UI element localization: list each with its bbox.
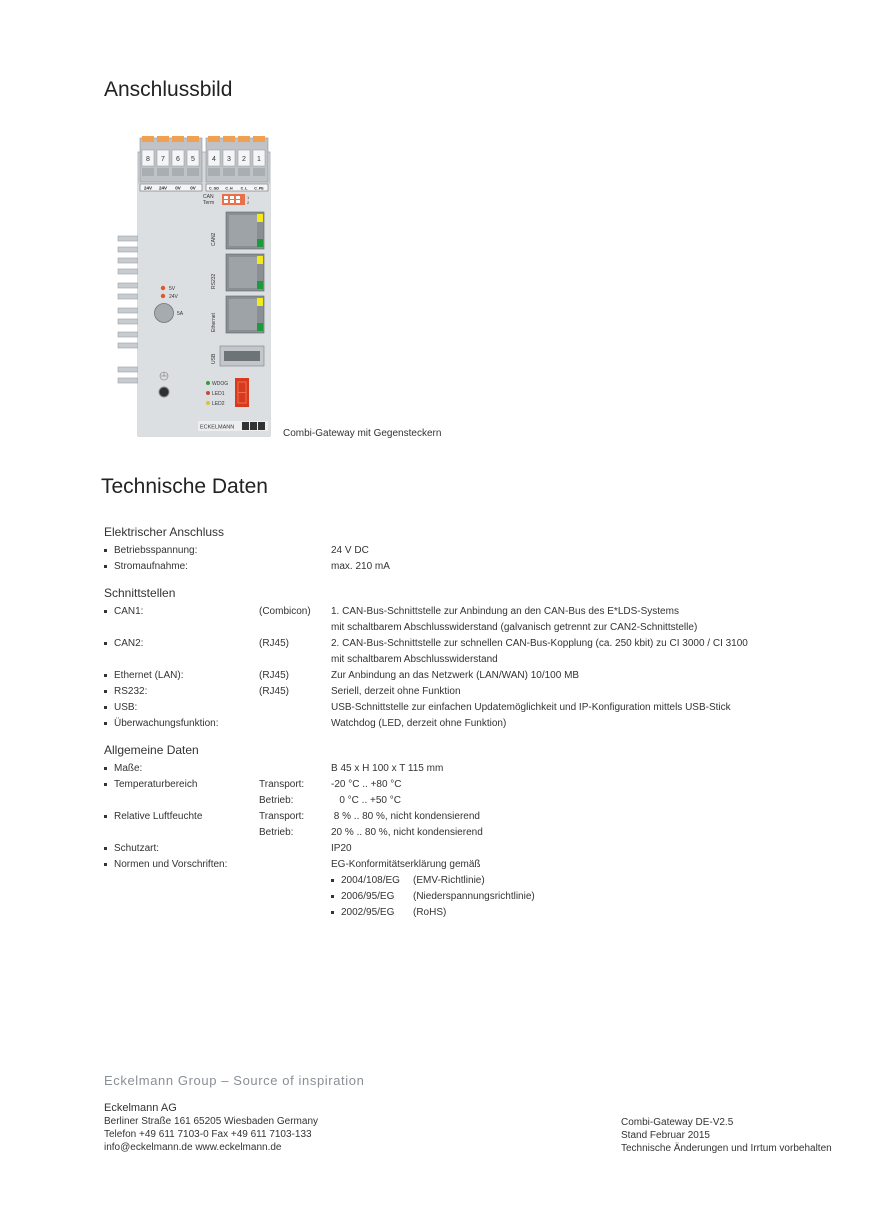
led-wdog-icon bbox=[206, 381, 210, 385]
spec-value: 20 % .. 80 %, nicht kondensierend bbox=[331, 827, 483, 838]
reset-button-icon bbox=[159, 387, 169, 397]
spec-label: Schutzart: bbox=[104, 841, 259, 857]
spec-qualifier bbox=[259, 652, 331, 668]
spec-row bbox=[104, 716, 824, 732]
dip-label: 1 bbox=[247, 195, 250, 200]
terminal-label: C_PE bbox=[254, 186, 264, 191]
spec-section bbox=[104, 586, 824, 732]
spec-value: 1. CAN-Bus-Schnittstelle zur Anbindung an den CAN-Bus des E*LDS-Systems bbox=[331, 606, 679, 617]
section-title: Elektrischer Anschluss bbox=[104, 525, 225, 539]
spec-label: Normen und Vorschriften: bbox=[104, 857, 259, 873]
terminal-label: 0V bbox=[175, 185, 181, 191]
spec-row bbox=[104, 809, 824, 825]
norm-item bbox=[331, 905, 824, 921]
status-led-label: WDOG bbox=[212, 381, 229, 387]
footer-company-block bbox=[104, 1102, 318, 1154]
spec-label: Stromaufnahme: bbox=[104, 559, 259, 575]
spec-label bbox=[104, 620, 259, 636]
spec-section bbox=[104, 525, 824, 575]
fuse-label: 5A bbox=[177, 311, 184, 317]
terminal-label: C_H bbox=[225, 186, 233, 191]
norm-description: (Niederspannungsrichtlinie) bbox=[413, 891, 535, 902]
spec-label: USB: bbox=[104, 700, 259, 716]
document-version: Combi-Gateway DE-V2.5 bbox=[621, 1117, 734, 1128]
spec-qualifier bbox=[259, 620, 331, 636]
spec-value: Zur Anbindung an das Netzwerk (LAN/WAN) 10/100 MB bbox=[331, 670, 580, 681]
spec-row bbox=[104, 761, 824, 777]
spec-value: EG-Konformitätserklärung gemäß bbox=[331, 859, 481, 870]
spec-qualifier: (RJ45) bbox=[259, 638, 290, 649]
spec-qualifier: Betrieb: bbox=[259, 795, 294, 806]
port-label: RS232 bbox=[211, 273, 217, 289]
terminal-number: 4 bbox=[212, 156, 216, 163]
norm-item bbox=[331, 873, 824, 889]
norm-description: (RoHS) bbox=[413, 907, 447, 918]
heading-technische-daten: Technische Daten bbox=[101, 475, 268, 498]
norm-row bbox=[104, 873, 824, 889]
spec-qualifier bbox=[259, 761, 331, 777]
spec-qualifier: (Combicon) bbox=[259, 606, 311, 617]
spec-qualifier bbox=[259, 559, 331, 575]
spec-row bbox=[104, 777, 824, 793]
port-label: Ethernet bbox=[211, 313, 217, 332]
led-label: 24V bbox=[169, 294, 178, 300]
spec-label: Ethernet (LAN): bbox=[104, 668, 259, 684]
spec-qualifier bbox=[259, 841, 331, 857]
company-phone: Telefon +49 611 7103-0 Fax +49 611 7103-133 bbox=[104, 1129, 312, 1140]
figure-caption: Combi-Gateway mit Gegensteckern bbox=[283, 428, 442, 439]
spec-value: 8 % .. 80 %, nicht kondensierend bbox=[331, 811, 480, 822]
led-led1-icon bbox=[206, 391, 210, 395]
document-date: Stand Februar 2015 bbox=[621, 1130, 710, 1141]
spec-row bbox=[104, 652, 824, 668]
spec-label: Überwachungsfunktion: bbox=[104, 716, 259, 732]
company-address: Berliner Straße 161 65205 Wiesbaden Germany bbox=[104, 1116, 319, 1127]
spec-value: mit schaltbarem Abschlusswiderstand (galvanisch getrennt zur CAN2-Schnittstelle) bbox=[331, 622, 698, 633]
spec-row bbox=[104, 559, 824, 575]
footer-tagline: Eckelmann Group – Source of inspiration bbox=[104, 1073, 365, 1088]
norm-item bbox=[331, 889, 824, 905]
terminal-number: 6 bbox=[176, 156, 180, 163]
spec-qualifier: Transport: bbox=[259, 811, 305, 822]
rj45-port-can2 bbox=[226, 212, 264, 249]
spec-value: mit schaltbarem Abschlusswiderstand bbox=[331, 654, 498, 665]
spec-qualifier: Transport: bbox=[259, 779, 305, 790]
status-led-label: LED1 bbox=[212, 391, 225, 397]
spec-value: 2. CAN-Bus-Schnittstelle zur schnellen CAN-Bus-Kopplung (ca. 250 kbit) zu CI 3000 / CI 3100 bbox=[331, 638, 748, 649]
spec-value: USB-Schnittstelle zur einfachen Updatemöglichkeit und IP-Konfiguration mittels USB-Stick bbox=[331, 702, 731, 713]
can-term-label: Term bbox=[203, 200, 215, 206]
spec-value: max. 210 mA bbox=[331, 561, 390, 572]
spec-sections bbox=[104, 525, 824, 932]
can-term-label: CAN bbox=[203, 194, 214, 200]
document-disclaimer: Technische Änderungen und Irrtum vorbehalten bbox=[621, 1143, 832, 1154]
spec-qualifier bbox=[259, 716, 331, 732]
spec-row bbox=[104, 604, 824, 620]
section-title: Schnittstellen bbox=[104, 586, 176, 600]
spec-qualifier bbox=[259, 700, 331, 716]
spec-label bbox=[104, 652, 259, 668]
spec-row bbox=[104, 857, 824, 873]
norm-row bbox=[104, 905, 824, 921]
terminal-label: 24V bbox=[158, 185, 168, 191]
spec-label bbox=[104, 825, 259, 841]
terminal-number: 1 bbox=[257, 156, 261, 163]
spec-qualifier bbox=[259, 543, 331, 559]
spec-row bbox=[104, 636, 824, 652]
spec-qualifier: Betrieb: bbox=[259, 827, 294, 838]
brand-logo: ECKELMANN bbox=[200, 424, 235, 431]
terminal-label: C_L bbox=[240, 186, 248, 191]
terminal-label: 0V bbox=[190, 185, 196, 191]
spec-qualifier bbox=[259, 857, 331, 873]
spec-label: CAN1: bbox=[104, 604, 259, 620]
norm-code: 2002/95/EG bbox=[341, 907, 395, 918]
company-name: Eckelmann AG bbox=[104, 1102, 177, 1114]
spec-label: RS232: bbox=[104, 684, 259, 700]
footer-document-info bbox=[621, 1116, 832, 1155]
rj45-port-ethernet bbox=[226, 296, 264, 333]
norm-description: (EMV-Richtlinie) bbox=[413, 875, 485, 886]
spec-value: IP20 bbox=[331, 843, 352, 854]
spec-label: Temperaturbereich bbox=[104, 777, 259, 793]
company-web: info@eckelmann.de www.eckelmann.de bbox=[104, 1142, 282, 1153]
dip-label: 2 bbox=[247, 200, 250, 205]
spec-label bbox=[104, 793, 259, 809]
spec-row bbox=[104, 668, 824, 684]
port-label: CAN2 bbox=[211, 232, 217, 246]
spec-value: Seriell, derzeit ohne Funktion bbox=[331, 686, 461, 697]
spec-label: Betriebsspannung: bbox=[104, 543, 259, 559]
norm-row bbox=[104, 889, 824, 905]
fuse-icon bbox=[155, 304, 174, 323]
terminal-number: 5 bbox=[191, 156, 195, 163]
heading-anschlussbild: Anschlussbild bbox=[104, 78, 233, 101]
terminal-number: 2 bbox=[242, 156, 246, 163]
spec-value: B 45 x H 100 x T 115 mm bbox=[331, 763, 444, 774]
rj45-port-rs232 bbox=[226, 254, 264, 291]
spec-qualifier: (RJ45) bbox=[259, 686, 290, 697]
spec-value: 24 V DC bbox=[331, 545, 369, 556]
terminal-label: C_GD bbox=[209, 186, 219, 191]
combi-gateway-device-illustration bbox=[116, 136, 276, 438]
norm-code: 2004/108/EG bbox=[341, 875, 400, 886]
norm-code: 2006/95/EG bbox=[341, 891, 395, 902]
terminal-label: 24V bbox=[143, 185, 153, 191]
spec-label: Maße: bbox=[104, 761, 259, 777]
spec-row bbox=[104, 825, 824, 841]
spec-label: CAN2: bbox=[104, 636, 259, 652]
spec-row bbox=[104, 700, 824, 716]
terminal-number: 3 bbox=[227, 156, 231, 163]
can-term-dip-switch bbox=[222, 194, 245, 205]
spec-row bbox=[104, 543, 824, 559]
spec-value: Watchdog (LED, derzeit ohne Funktion) bbox=[331, 718, 507, 729]
terminal-number: 8 bbox=[146, 156, 150, 163]
din-rail-clips bbox=[118, 236, 138, 383]
status-led-label: LED2 bbox=[212, 401, 225, 407]
spec-row bbox=[104, 684, 824, 700]
spec-label: Relative Luftfeuchte bbox=[104, 809, 259, 825]
section-title: Allgemeine Daten bbox=[104, 743, 199, 757]
led-24v-icon bbox=[161, 294, 165, 298]
led-led2-icon bbox=[206, 401, 210, 405]
spec-row bbox=[104, 620, 824, 636]
led-5v-icon bbox=[161, 286, 165, 290]
spec-section bbox=[104, 743, 824, 921]
spec-row bbox=[104, 841, 824, 857]
spec-value: -20 °C .. +80 °C bbox=[331, 779, 402, 790]
spec-row bbox=[104, 793, 824, 809]
spec-qualifier: (RJ45) bbox=[259, 670, 290, 681]
usb-label: USB bbox=[211, 353, 217, 364]
led-label: 5V bbox=[169, 286, 176, 292]
terminal-number: 7 bbox=[161, 156, 165, 163]
spec-value: 0 °C .. +50 °C bbox=[331, 795, 401, 806]
